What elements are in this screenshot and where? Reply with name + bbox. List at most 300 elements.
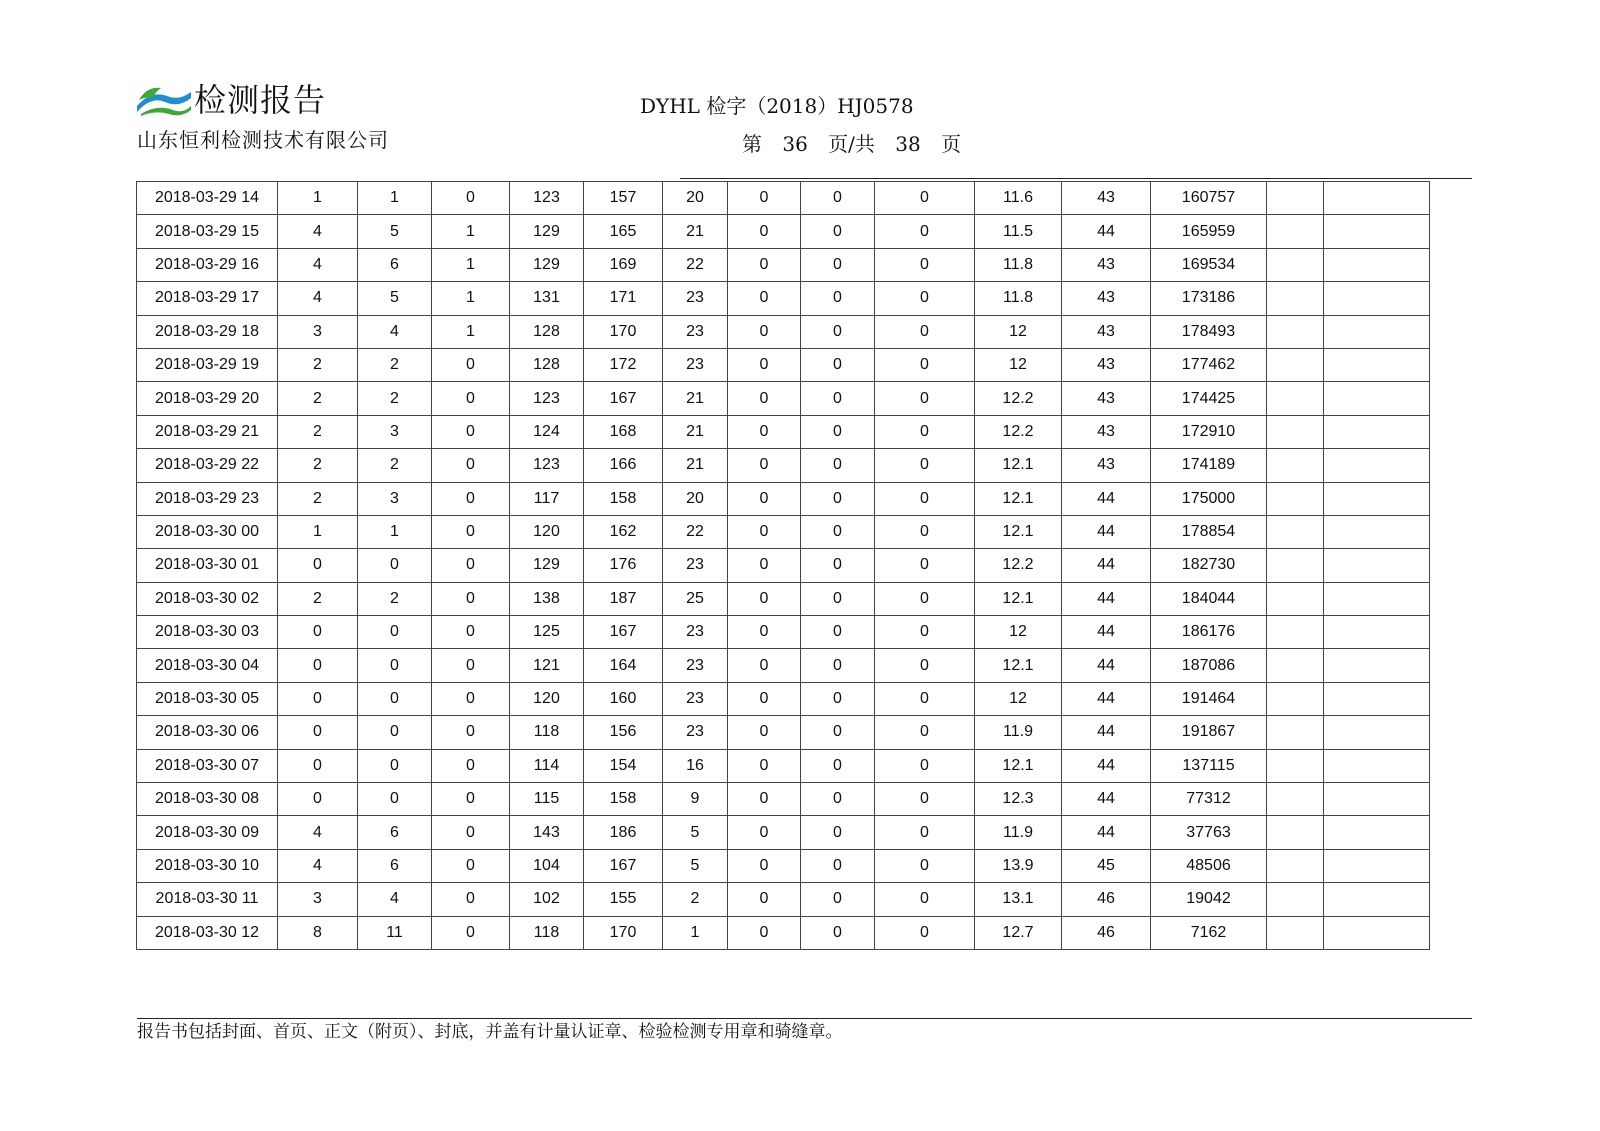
table-row — [137, 849, 1430, 882]
value-cell: 23 — [663, 282, 728, 315]
value-cell: 137115 — [1151, 749, 1267, 782]
value-cell: 0 — [875, 783, 975, 816]
brand-title: 检测报告 — [194, 81, 327, 119]
value-cell: 143 — [510, 816, 584, 849]
value-cell: 2 — [358, 582, 432, 615]
value-cell: 0 — [875, 248, 975, 281]
table-row — [137, 716, 1430, 749]
value-cell: 20 — [663, 482, 728, 515]
value-cell: 77312 — [1151, 783, 1267, 816]
value-cell: 0 — [358, 682, 432, 715]
value-cell: 0 — [432, 783, 510, 816]
value-cell: 1 — [432, 315, 510, 348]
value-cell — [1267, 716, 1324, 749]
time-cell: 2018-03-29 22 — [137, 449, 278, 482]
value-cell: 0 — [801, 248, 875, 281]
value-cell: 0 — [358, 783, 432, 816]
value-cell: 169534 — [1151, 248, 1267, 281]
value-cell: 0 — [801, 916, 875, 949]
value-cell: 0 — [875, 515, 975, 548]
value-cell: 0 — [432, 716, 510, 749]
value-cell — [1267, 682, 1324, 715]
value-cell: 0 — [801, 783, 875, 816]
value-cell — [1324, 482, 1430, 515]
value-cell: 1 — [278, 182, 358, 215]
value-cell: 44 — [1062, 549, 1151, 582]
value-cell: 168 — [584, 415, 663, 448]
value-cell: 155 — [584, 883, 663, 916]
monitoring-data-table — [136, 181, 1430, 950]
value-cell: 0 — [801, 849, 875, 882]
value-cell: 0 — [358, 549, 432, 582]
value-cell — [1267, 883, 1324, 916]
value-cell: 23 — [663, 716, 728, 749]
value-cell: 0 — [278, 682, 358, 715]
value-cell: 0 — [801, 883, 875, 916]
value-cell: 12.1 — [975, 649, 1062, 682]
value-cell: 191464 — [1151, 682, 1267, 715]
value-cell: 4 — [278, 248, 358, 281]
time-cell: 2018-03-30 00 — [137, 515, 278, 548]
value-cell: 23 — [663, 549, 728, 582]
value-cell: 0 — [432, 515, 510, 548]
value-cell: 0 — [432, 549, 510, 582]
time-cell: 2018-03-29 14 — [137, 182, 278, 215]
value-cell: 118 — [510, 916, 584, 949]
value-cell: 21 — [663, 415, 728, 448]
page-indicator — [742, 130, 961, 158]
value-cell — [1267, 248, 1324, 281]
time-cell: 2018-03-30 06 — [137, 716, 278, 749]
value-cell: 0 — [875, 415, 975, 448]
value-cell — [1324, 816, 1430, 849]
value-cell: 0 — [875, 649, 975, 682]
value-cell: 0 — [801, 348, 875, 381]
value-cell: 0 — [728, 783, 801, 816]
value-cell: 0 — [432, 849, 510, 882]
table-row — [137, 315, 1430, 348]
value-cell — [1324, 649, 1430, 682]
value-cell: 0 — [728, 482, 801, 515]
value-cell: 176 — [584, 549, 663, 582]
value-cell: 186176 — [1151, 616, 1267, 649]
value-cell — [1324, 348, 1430, 381]
value-cell: 186 — [584, 816, 663, 849]
value-cell: 173186 — [1151, 282, 1267, 315]
value-cell: 128 — [510, 315, 584, 348]
value-cell — [1267, 482, 1324, 515]
time-cell: 2018-03-29 20 — [137, 382, 278, 415]
value-cell: 8 — [278, 916, 358, 949]
value-cell: 0 — [278, 649, 358, 682]
time-cell: 2018-03-30 11 — [137, 883, 278, 916]
value-cell: 7162 — [1151, 916, 1267, 949]
value-cell — [1267, 215, 1324, 248]
value-cell: 125 — [510, 616, 584, 649]
time-cell: 2018-03-30 05 — [137, 682, 278, 715]
value-cell: 44 — [1062, 816, 1151, 849]
page-current: 36 — [782, 132, 808, 156]
page-suffix: 页 — [941, 132, 962, 156]
value-cell: 138 — [510, 582, 584, 615]
value-cell: 2 — [663, 883, 728, 916]
value-cell: 23 — [663, 682, 728, 715]
value-cell: 0 — [728, 682, 801, 715]
value-cell: 43 — [1062, 282, 1151, 315]
value-cell: 0 — [728, 415, 801, 448]
value-cell: 44 — [1062, 582, 1151, 615]
value-cell: 11.5 — [975, 215, 1062, 248]
value-cell: 37763 — [1151, 816, 1267, 849]
value-cell: 178493 — [1151, 315, 1267, 348]
value-cell — [1324, 916, 1430, 949]
value-cell — [1267, 415, 1324, 448]
value-cell: 1 — [663, 916, 728, 949]
value-cell: 23 — [663, 315, 728, 348]
value-cell: 44 — [1062, 482, 1151, 515]
value-cell: 2 — [278, 348, 358, 381]
value-cell: 121 — [510, 649, 584, 682]
value-cell: 0 — [358, 716, 432, 749]
value-cell — [1324, 382, 1430, 415]
value-cell: 3 — [278, 883, 358, 916]
value-cell — [1324, 682, 1430, 715]
page-middle: 页/共 — [828, 132, 875, 156]
time-cell: 2018-03-30 03 — [137, 616, 278, 649]
value-cell: 13.9 — [975, 849, 1062, 882]
value-cell: 170 — [584, 916, 663, 949]
value-cell: 0 — [875, 816, 975, 849]
time-cell: 2018-03-30 10 — [137, 849, 278, 882]
value-cell: 0 — [278, 549, 358, 582]
value-cell: 11.6 — [975, 182, 1062, 215]
value-cell: 165959 — [1151, 215, 1267, 248]
value-cell: 0 — [875, 282, 975, 315]
value-cell: 4 — [278, 282, 358, 315]
value-cell: 0 — [875, 348, 975, 381]
value-cell: 1 — [432, 248, 510, 281]
value-cell: 0 — [432, 348, 510, 381]
value-cell: 114 — [510, 749, 584, 782]
value-cell — [1324, 582, 1430, 615]
value-cell — [1267, 282, 1324, 315]
value-cell — [1267, 783, 1324, 816]
value-cell — [1267, 916, 1324, 949]
value-cell — [1324, 282, 1430, 315]
value-cell: 22 — [663, 515, 728, 548]
value-cell: 178854 — [1151, 515, 1267, 548]
value-cell — [1267, 315, 1324, 348]
value-cell: 0 — [801, 215, 875, 248]
value-cell: 12 — [975, 682, 1062, 715]
value-cell: 21 — [663, 382, 728, 415]
time-cell: 2018-03-30 01 — [137, 549, 278, 582]
value-cell: 43 — [1062, 315, 1151, 348]
value-cell: 0 — [358, 649, 432, 682]
time-cell: 2018-03-29 23 — [137, 482, 278, 515]
value-cell: 5 — [358, 282, 432, 315]
value-cell — [1324, 616, 1430, 649]
value-cell: 11.9 — [975, 716, 1062, 749]
value-cell: 191867 — [1151, 716, 1267, 749]
value-cell: 12.1 — [975, 749, 1062, 782]
company-name: 山东恒利检测技术有限公司 — [137, 128, 389, 152]
value-cell — [1324, 182, 1430, 215]
value-cell: 0 — [432, 415, 510, 448]
value-cell — [1324, 716, 1430, 749]
value-cell: 0 — [801, 482, 875, 515]
table-row — [137, 348, 1430, 381]
value-cell: 160 — [584, 682, 663, 715]
value-cell: 0 — [728, 182, 801, 215]
value-cell: 2 — [278, 449, 358, 482]
value-cell: 0 — [801, 515, 875, 548]
value-cell: 0 — [728, 315, 801, 348]
value-cell: 0 — [728, 849, 801, 882]
value-cell: 0 — [728, 649, 801, 682]
value-cell: 0 — [801, 415, 875, 448]
value-cell: 43 — [1062, 449, 1151, 482]
value-cell: 177462 — [1151, 348, 1267, 381]
value-cell: 154 — [584, 749, 663, 782]
value-cell — [1324, 749, 1430, 782]
value-cell: 118 — [510, 716, 584, 749]
value-cell: 0 — [801, 749, 875, 782]
value-cell: 0 — [728, 248, 801, 281]
table-row — [137, 515, 1430, 548]
value-cell: 0 — [875, 616, 975, 649]
value-cell: 44 — [1062, 515, 1151, 548]
time-cell: 2018-03-30 09 — [137, 816, 278, 849]
value-cell — [1324, 215, 1430, 248]
value-cell: 174425 — [1151, 382, 1267, 415]
value-cell: 23 — [663, 616, 728, 649]
value-cell — [1267, 449, 1324, 482]
value-cell: 0 — [358, 616, 432, 649]
value-cell: 0 — [432, 649, 510, 682]
value-cell: 43 — [1062, 248, 1151, 281]
value-cell: 123 — [510, 182, 584, 215]
value-cell: 0 — [728, 215, 801, 248]
value-cell: 0 — [432, 382, 510, 415]
value-cell: 44 — [1062, 682, 1151, 715]
value-cell: 25 — [663, 582, 728, 615]
table-row — [137, 248, 1430, 281]
value-cell — [1267, 549, 1324, 582]
time-cell: 2018-03-29 17 — [137, 282, 278, 315]
value-cell: 117 — [510, 482, 584, 515]
value-cell: 3 — [358, 415, 432, 448]
value-cell: 5 — [358, 215, 432, 248]
value-cell: 0 — [801, 449, 875, 482]
value-cell — [1324, 315, 1430, 348]
value-cell: 4 — [358, 883, 432, 916]
value-cell: 4 — [278, 215, 358, 248]
value-cell: 2 — [278, 582, 358, 615]
value-cell: 129 — [510, 549, 584, 582]
value-cell: 0 — [432, 749, 510, 782]
value-cell: 12 — [975, 315, 1062, 348]
time-cell: 2018-03-29 21 — [137, 415, 278, 448]
value-cell: 0 — [432, 916, 510, 949]
value-cell: 12.7 — [975, 916, 1062, 949]
value-cell — [1324, 783, 1430, 816]
value-cell: 22 — [663, 248, 728, 281]
value-cell: 120 — [510, 682, 584, 715]
value-cell: 123 — [510, 449, 584, 482]
value-cell — [1267, 515, 1324, 548]
table-body — [137, 182, 1430, 950]
value-cell: 167 — [584, 616, 663, 649]
value-cell: 0 — [801, 282, 875, 315]
value-cell: 0 — [432, 449, 510, 482]
value-cell — [1267, 649, 1324, 682]
value-cell: 2 — [278, 382, 358, 415]
table-row — [137, 883, 1430, 916]
value-cell: 187086 — [1151, 649, 1267, 682]
value-cell: 0 — [728, 282, 801, 315]
table-row — [137, 749, 1430, 782]
value-cell: 12.1 — [975, 582, 1062, 615]
value-cell: 23 — [663, 649, 728, 682]
value-cell: 44 — [1062, 616, 1151, 649]
value-cell — [1267, 182, 1324, 215]
value-cell: 11.8 — [975, 248, 1062, 281]
value-cell: 0 — [728, 449, 801, 482]
value-cell: 102 — [510, 883, 584, 916]
value-cell: 0 — [432, 182, 510, 215]
value-cell: 43 — [1062, 348, 1151, 381]
value-cell — [1324, 515, 1430, 548]
value-cell: 12.2 — [975, 415, 1062, 448]
value-cell: 0 — [728, 515, 801, 548]
value-cell: 0 — [801, 315, 875, 348]
value-cell: 182730 — [1151, 549, 1267, 582]
value-cell: 1 — [432, 215, 510, 248]
table-row — [137, 482, 1430, 515]
value-cell — [1324, 449, 1430, 482]
wave-leaf-logo-icon — [137, 84, 191, 116]
value-cell: 1 — [432, 282, 510, 315]
value-cell: 16 — [663, 749, 728, 782]
value-cell: 5 — [663, 849, 728, 882]
report-number: DYHL 检字（2018）HJ0578 — [640, 94, 914, 118]
table-row — [137, 916, 1430, 949]
value-cell: 44 — [1062, 649, 1151, 682]
value-cell: 0 — [801, 649, 875, 682]
value-cell: 0 — [278, 716, 358, 749]
value-cell: 9 — [663, 783, 728, 816]
value-cell: 6 — [358, 849, 432, 882]
table-row — [137, 215, 1430, 248]
value-cell: 12.1 — [975, 482, 1062, 515]
value-cell: 12.1 — [975, 515, 1062, 548]
value-cell: 46 — [1062, 883, 1151, 916]
value-cell: 13.1 — [975, 883, 1062, 916]
value-cell: 45 — [1062, 849, 1151, 882]
value-cell: 11.8 — [975, 282, 1062, 315]
value-cell: 174189 — [1151, 449, 1267, 482]
value-cell: 46 — [1062, 916, 1151, 949]
value-cell: 19042 — [1151, 883, 1267, 916]
value-cell: 21 — [663, 215, 728, 248]
value-cell: 48506 — [1151, 849, 1267, 882]
value-cell: 0 — [875, 482, 975, 515]
table-row — [137, 415, 1430, 448]
value-cell: 157 — [584, 182, 663, 215]
value-cell: 169 — [584, 248, 663, 281]
time-cell: 2018-03-30 04 — [137, 649, 278, 682]
page-total: 38 — [895, 132, 921, 156]
value-cell: 0 — [728, 883, 801, 916]
value-cell: 0 — [728, 348, 801, 381]
value-cell: 2 — [358, 449, 432, 482]
value-cell: 6 — [358, 248, 432, 281]
value-cell: 0 — [801, 582, 875, 615]
value-cell: 2 — [278, 482, 358, 515]
value-cell: 0 — [801, 682, 875, 715]
value-cell — [1267, 382, 1324, 415]
value-cell: 3 — [358, 482, 432, 515]
value-cell: 164 — [584, 649, 663, 682]
value-cell: 160757 — [1151, 182, 1267, 215]
time-cell: 2018-03-29 16 — [137, 248, 278, 281]
value-cell — [1267, 582, 1324, 615]
value-cell — [1267, 616, 1324, 649]
value-cell: 158 — [584, 783, 663, 816]
value-cell: 0 — [875, 182, 975, 215]
table-row — [137, 549, 1430, 582]
value-cell: 0 — [278, 783, 358, 816]
value-cell: 23 — [663, 348, 728, 381]
value-cell: 158 — [584, 482, 663, 515]
table-row — [137, 282, 1430, 315]
table-row — [137, 783, 1430, 816]
value-cell: 0 — [728, 749, 801, 782]
value-cell: 124 — [510, 415, 584, 448]
value-cell: 167 — [584, 382, 663, 415]
value-cell: 2 — [358, 382, 432, 415]
value-cell: 12 — [975, 348, 1062, 381]
value-cell: 0 — [875, 215, 975, 248]
value-cell: 5 — [663, 816, 728, 849]
value-cell: 0 — [801, 549, 875, 582]
table-row — [137, 182, 1430, 215]
value-cell: 1 — [358, 515, 432, 548]
time-cell: 2018-03-30 02 — [137, 582, 278, 615]
value-cell — [1267, 816, 1324, 849]
value-cell: 1 — [278, 515, 358, 548]
header-divider — [680, 178, 1472, 179]
value-cell: 0 — [801, 716, 875, 749]
value-cell — [1324, 415, 1430, 448]
value-cell: 120 — [510, 515, 584, 548]
value-cell: 128 — [510, 348, 584, 381]
value-cell: 0 — [875, 449, 975, 482]
time-cell: 2018-03-29 15 — [137, 215, 278, 248]
value-cell — [1324, 849, 1430, 882]
value-cell: 187 — [584, 582, 663, 615]
table-row — [137, 816, 1430, 849]
value-cell: 12.2 — [975, 382, 1062, 415]
value-cell: 0 — [801, 182, 875, 215]
value-cell — [1324, 549, 1430, 582]
value-cell: 6 — [358, 816, 432, 849]
value-cell — [1267, 849, 1324, 882]
value-cell: 0 — [278, 749, 358, 782]
value-cell: 0 — [728, 582, 801, 615]
value-cell: 0 — [801, 616, 875, 649]
